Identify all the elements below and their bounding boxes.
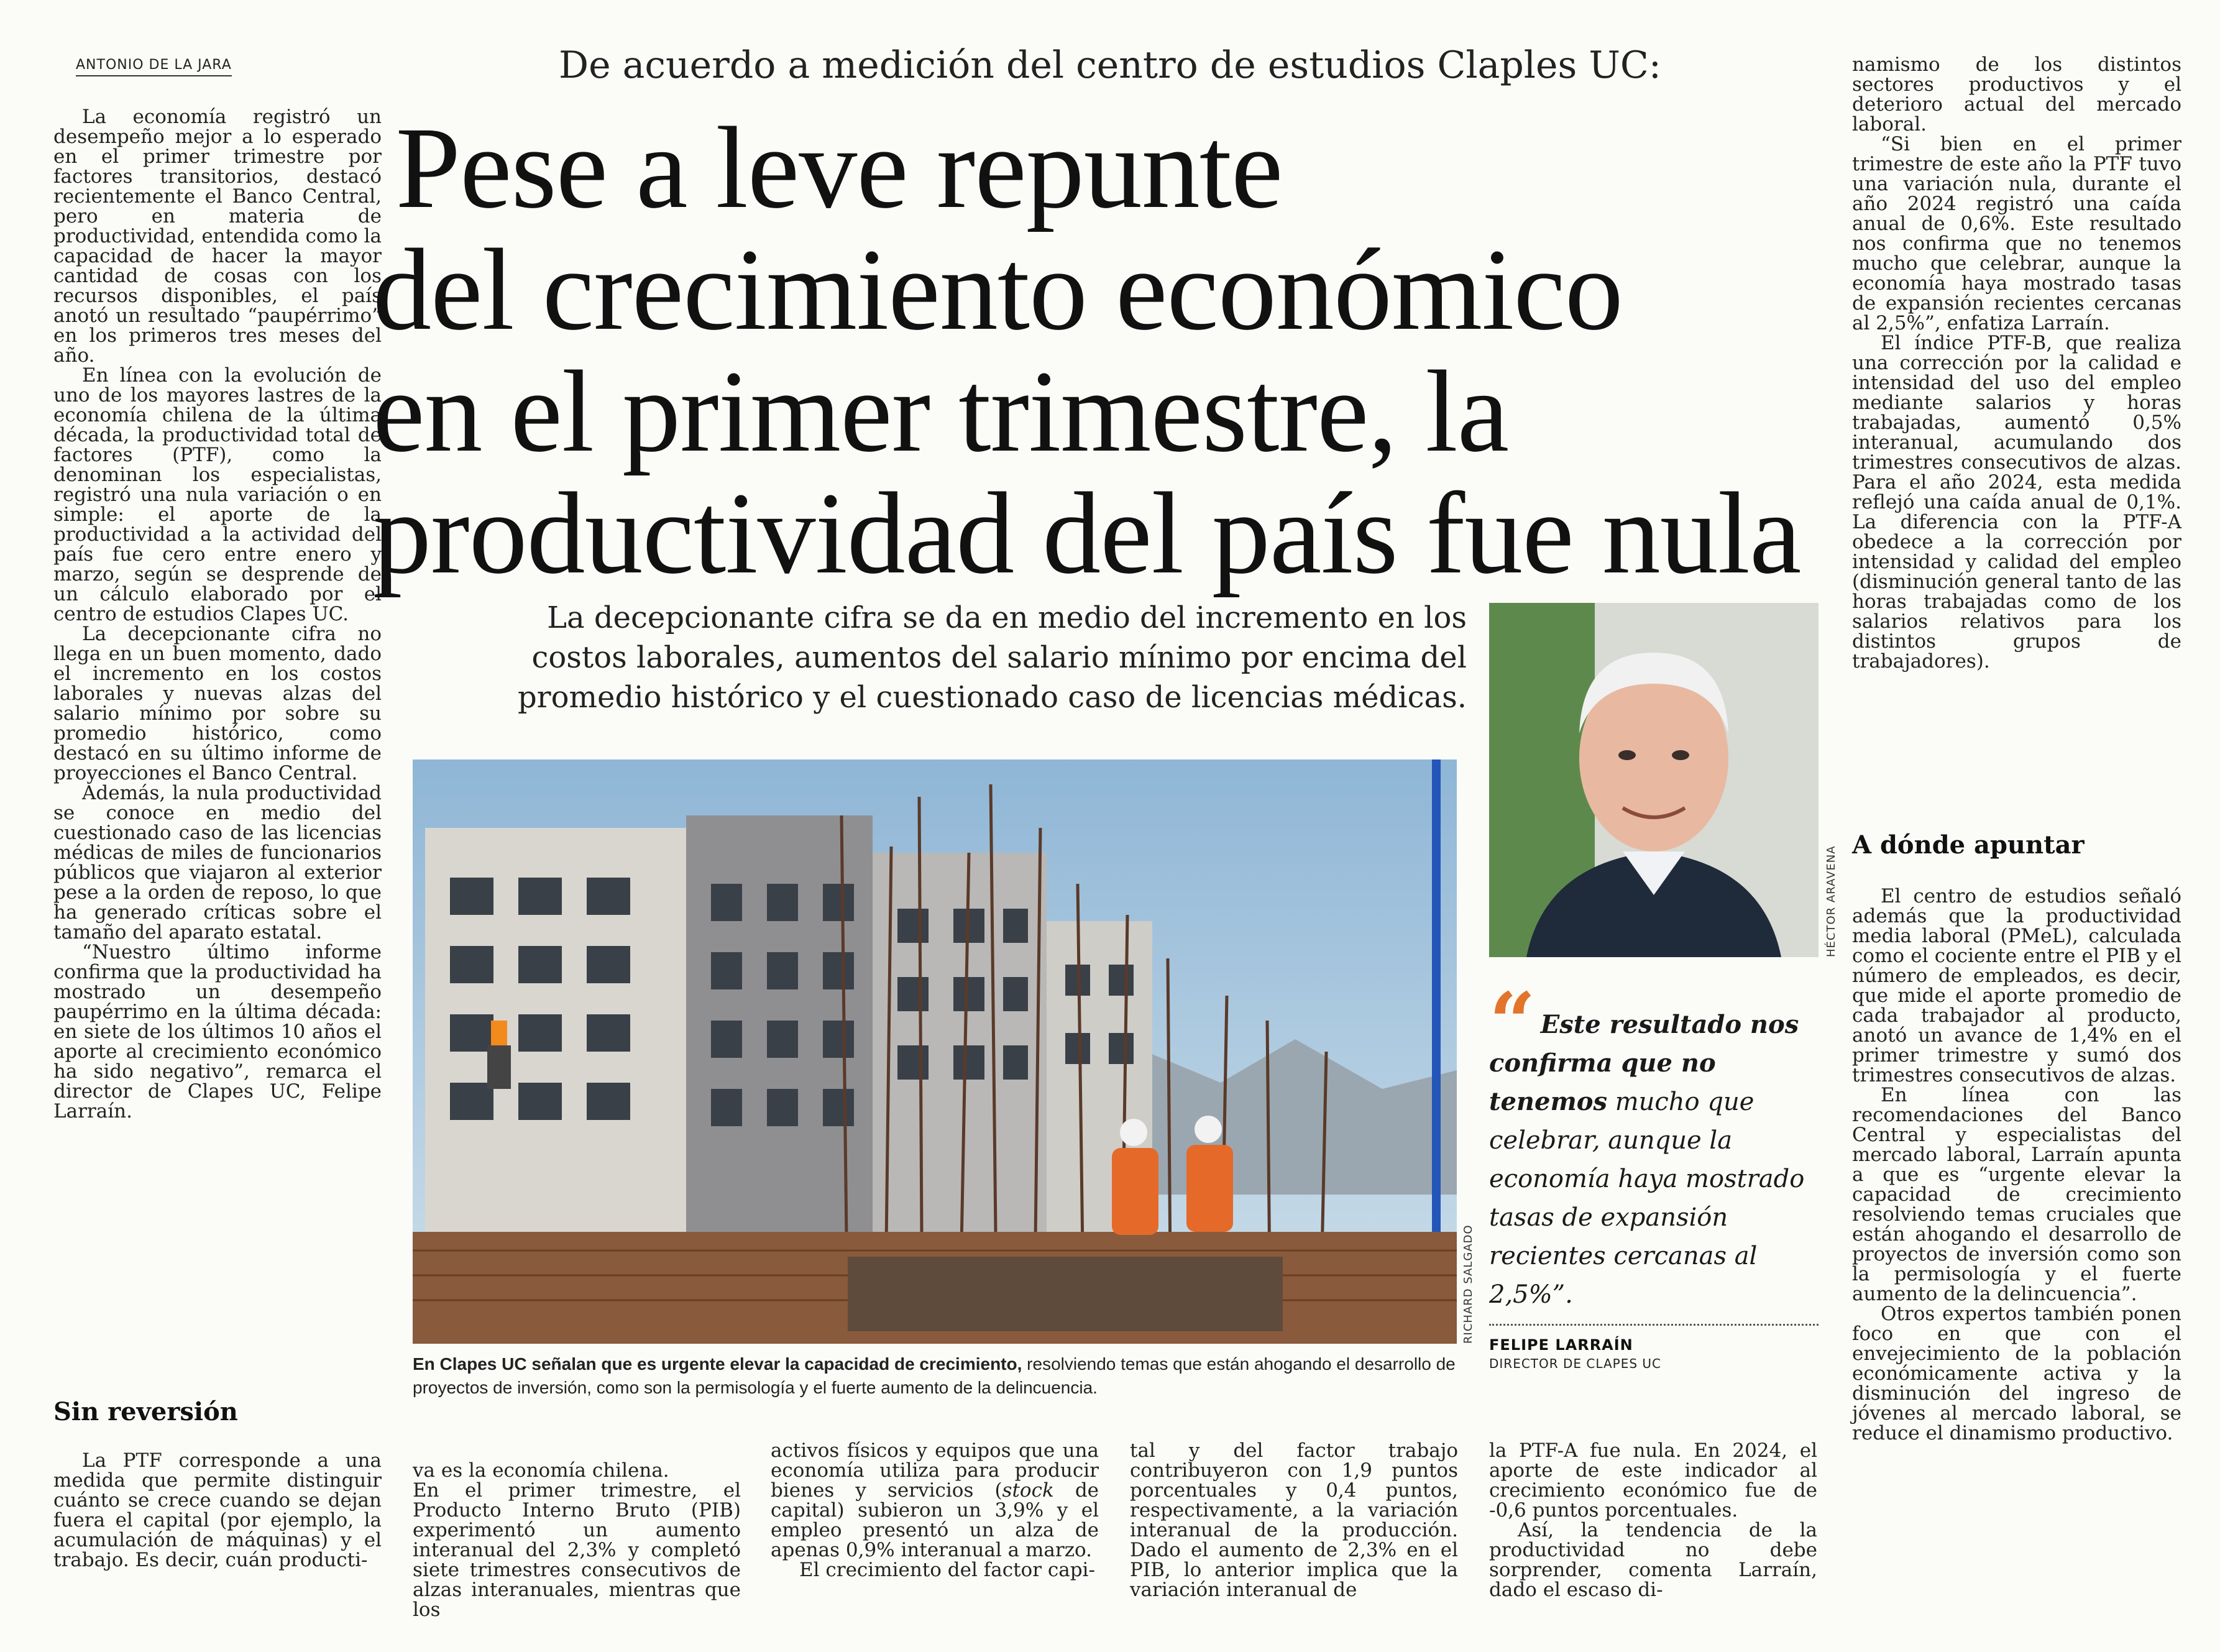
bajada-line: La decepcionante cifra se da en medio del incremento en los	[547, 600, 1467, 635]
portrait-credit: HÉCTOR ARAVENA	[1825, 845, 1838, 957]
paragraph: “Si bien en el primer trimestre de este año la PTF tuvo una variación nula, durante el año 2024 registró una caída anual de 0,6%. Este resultado nos confirma que no tenemos mucho que celebrar, aunque la economía haya mostrado tasas de expansión recientes cercanas al 2,5%”, enfatiza Larraín.	[1852, 133, 2181, 334]
subhead-sin-reversion: Sin reversión	[53, 1397, 238, 1426]
headline-line: productividad del país fue nula	[373, 468, 1801, 598]
paragraph: tal y del factor trabajo contribuyeron con 1,9 puntos porcentuales y 0,4 puntos, respectivamente, a la variación interanual de la producción. Dado el aumento de 2,3% en el PIB, lo anterior implica que la variación interanual de	[1130, 1439, 1458, 1601]
column-2	[413, 1441, 741, 1640]
column-right-bottom	[1852, 886, 2181, 1443]
paragraph: namismo de los distintos sectores productivos y el deterioro actual del mercado laboral.	[1852, 53, 2181, 135]
paragraph: En línea con las recomendaciones del Banco Central y especialistas del mercado laboral, Larraín apunta a que es “urgente elevar la capacidad de crecimiento resolviendo temas cruciales que están ahogando el desarrollo de proyectos de inversión como son la permisología y el fuerte aumento de la delincuencia”.	[1852, 1084, 2181, 1305]
construction-photo	[413, 759, 1457, 1344]
column-right	[1852, 55, 2181, 671]
quote-author: FELIPE LARRAÍN	[1489, 1336, 1633, 1354]
quote-text: mucho que celebrar, aunque la economía haya mostrado tasas de expansión recientes cercanas al 2,5%”.	[1489, 1088, 1805, 1309]
text-italic: stock	[1002, 1479, 1054, 1502]
headline-line: del crecimiento económico	[373, 224, 1623, 354]
paragraph: la PTF-A fue nula. En 2024, el aporte de este indicador al crecimiento económico fue de -0,6 puntos porcentuales.	[1489, 1439, 1817, 1521]
headline-line: Pese a leve repunte	[395, 103, 1283, 232]
quote-mark-icon: “	[1489, 975, 1536, 1070]
subhead-a-donde-apuntar: A dónde apuntar	[1852, 830, 2085, 860]
column-5	[1489, 1441, 1817, 1600]
photo-credit: RICHARD SALGADO	[1462, 1224, 1475, 1344]
column-4	[1130, 1441, 1458, 1600]
quote-bold: Este resultado nos confirma que no tenemos	[1489, 1010, 1799, 1116]
column-left	[53, 107, 382, 1121]
quote-author-role: DIRECTOR DE CLAPES UC	[1489, 1356, 1662, 1371]
text: de capital) subieron un 3,9% y el empleo presentó un alza de apenas 0,9% interanual a marzo.	[771, 1479, 1099, 1561]
paragraph	[771, 1441, 1099, 1560]
quote-divider	[1489, 1324, 1819, 1326]
kicker: De acuerdo a medición del centro de estudios Claples UC:	[558, 44, 1662, 87]
paragraph: La decepcionante cifra no llega en un buen momento, dado el incremento en los costos laborales y nuevas alzas del salario mínimo por sobre su promedio histórico, como destacó en su último informe de proyecciones el Banco Central.	[53, 623, 382, 784]
column-left-bottom	[53, 1451, 382, 1570]
portrait-photo	[1489, 603, 1819, 957]
paragraph: El crecimiento del factor capi-	[799, 1559, 1095, 1581]
paragraph: La economía registró un desempeño mejor a lo esperado en el primer trimestre por factores transitorios, destacó recientemente el Banco Central, pero en materia de productividad, entendida como la capacidad de hacer la mayor cantidad de cosas con los recursos disponibles, el país anotó un resultado “paupérrimo” en los primeros tres meses del año.	[53, 106, 382, 367]
paragraph: La PTF corresponde a una medida que permite distinguir cuánto se crece cuando se dejan fuera el capital (por ejemplo, la acumulación de máquinas) y el trabajo. Es decir, cuán producti-	[53, 1449, 382, 1571]
paragraph: “Nuestro último informe confirma que la productividad ha mostrado un desempeño paupérrimo en la última década: en siete de los últimos 10 años el aporte al crecimiento económico ha sido negativo”, remarca el director de Clapes UC, Felipe Larraín.	[53, 941, 382, 1122]
caption-bold: En Clapes UC señalan que es urgente elevar la capacidad de crecimiento,	[413, 1354, 1022, 1374]
column-3	[771, 1441, 1099, 1580]
byline: ANTONIO DE LA JARA	[76, 57, 232, 76]
paragraph: Así, la tendencia de la productividad no debe sorprender, comenta Larraín, dado el escaso di-	[1489, 1519, 1817, 1601]
caption-text: resolviendo temas que están ahogando el desarrollo de proyectos de inversión, como son la permisología y el fuerte aumento de la delincuencia.	[413, 1354, 1456, 1397]
photo-caption	[413, 1352, 1475, 1400]
bajada	[460, 598, 1467, 717]
pull-quote	[1489, 975, 1819, 1314]
paragraph: El centro de estudios señaló además que la productividad media laboral (PMeL), calculada como el cociente entre el PIB y el número de empleados, es decir, que mide el aporte promedio de cada trabajador al producto, anotó un avance de 1,4% en el primer trimestre y sumó dos trimestres consecutivos de alzas.	[1852, 885, 2181, 1086]
paragraph: Otros expertos también ponen foco en que con el envejecimiento de la población económicamente activa y la disminución del ingreso de jóvenes al mercado laboral, se reduce el dinamismo productivo.	[1852, 1303, 2181, 1444]
bajada-line: promedio histórico y el cuestionado caso de licencias médicas.	[517, 680, 1467, 715]
headline	[373, 103, 1801, 598]
paragraph: El índice PTF-B, que realiza una corrección por la calidad e intensidad del uso del empleo mediante salarios y horas trabajadas, aumentó 0,5% interanual, acumulando dos trimestres consecutivos de alzas. Para el año 2024, esta medida reflejó una caída anual de 0,1%. La diferencia con la PTF-A obedece a la corrección por intensidad y calidad del empleo (disminución general tanto de las horas trabajadas como de los salarios relativos para los distintos grupos de trabajadores).	[1852, 332, 2181, 672]
paragraph: Además, la nula productividad se conoce en medio del cuestionado caso de las licencias médicas de miles de funcionarios públicos que viajaron al exterior pese a la orden de reposo, lo que ha generado críticas sobre el tamaño del aparato estatal.	[53, 782, 382, 943]
construction-illustration	[413, 759, 1457, 1344]
portrait-illustration	[1489, 603, 1819, 957]
paragraph: En línea con la evolución de uno de los mayores lastres de la economía chilena de la última década, la productividad total de factores (PTF), como la denominan los especialistas, registró una nula variación o en simple: el aporte de la productividad a la actividad del país fue cero entre enero y marzo, según se desprende de un cálculo elaborado por el centro de estudios Clapes UC.	[53, 364, 382, 625]
headline-line: en el primer trimestre, la	[373, 346, 1509, 476]
bajada-line: costos laborales, aumentos del salario mínimo por encima del	[531, 640, 1467, 675]
paragraph: va es la economía chilena. En el primer trimestre, el Producto Interno Bruto (PIB) experimentó un aumento interanual del 2,3% y completó siete trimestres consecutivos de alzas interanuales, mientras que los	[413, 1459, 741, 1621]
text: activos físicos y equipos que una economía utiliza para producir bienes y servicios (	[771, 1439, 1099, 1502]
